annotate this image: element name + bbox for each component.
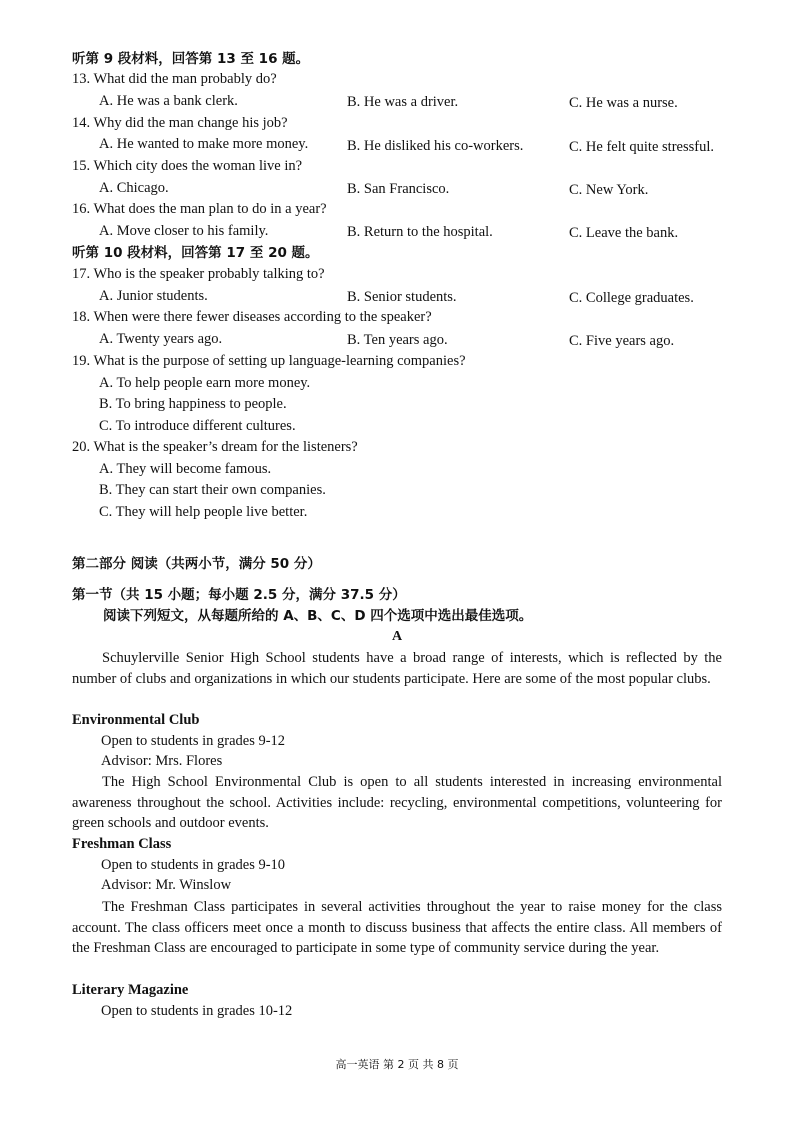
question-16-option-a: A. Move closer to his family. bbox=[99, 223, 269, 239]
passage-label: A bbox=[391, 629, 403, 644]
question-19-option-c: C. To introduce different cultures. bbox=[99, 418, 296, 434]
question-17-stem: 17. Who is the speaker probably talking to? bbox=[72, 266, 325, 282]
section-9-header: 听第 9 段材料，回答第 13 至 16 题。 bbox=[72, 51, 310, 67]
question-16-stem: 16. What does the man plan to do in a year? bbox=[72, 201, 327, 217]
reading-part-title: 第二部分 阅读（共两小节，满分 50 分） bbox=[72, 556, 321, 572]
question-20-option-a: A. They will become famous. bbox=[99, 461, 272, 477]
question-14-option-a: A. He wanted to make more money. bbox=[99, 136, 309, 152]
question-17-option-b: B. Senior students. bbox=[347, 289, 457, 305]
question-20-option-b: B. They can start their own companies. bbox=[99, 482, 326, 498]
literary-magazine-title: Literary Magazine bbox=[72, 982, 189, 998]
freshman-class-advisor: Advisor: Mr. Winslow bbox=[101, 877, 232, 893]
question-19-option-a: A. To help people earn more money. bbox=[99, 375, 311, 391]
question-14-stem: 14. Why did the man change his job? bbox=[72, 115, 288, 131]
environmental-club-grades: Open to students in grades 9-12 bbox=[101, 733, 286, 749]
question-18-option-a: A. Twenty years ago. bbox=[99, 331, 223, 347]
question-18-stem: 18. When were there fewer diseases according to the speaker? bbox=[72, 309, 432, 325]
reading-section-title: 第一节（共 15 小题；每小题 2.5 分，满分 37.5 分） bbox=[72, 587, 406, 603]
question-13-option-a: A. He was a bank clerk. bbox=[99, 93, 238, 109]
question-15-stem: 15. Which city does the woman live in? bbox=[72, 158, 303, 174]
question-19-stem: 19. What is the purpose of setting up language-learning companies? bbox=[72, 353, 466, 369]
question-13-option-b: B. He was a driver. bbox=[347, 94, 459, 110]
question-18-option-b: B. Ten years ago. bbox=[347, 332, 448, 348]
section-10-header: 听第 10 段材料，回答第 17 至 20 题。 bbox=[72, 245, 319, 261]
question-15-option-a: A. Chicago. bbox=[99, 180, 169, 196]
question-14-option-c: C. He felt quite stressful. bbox=[569, 139, 714, 155]
environmental-club-advisor: Advisor: Mrs. Flores bbox=[101, 753, 223, 769]
passage-intro: Schuylerville Senior High School students have a broad range of interests, which is reflected by the number of clubs and organizations in which our students participate. Here are some of the most popular clubs. bbox=[72, 650, 722, 687]
question-20-stem: 20. What is the speaker’s dream for the listeners? bbox=[72, 439, 358, 455]
environmental-club-description: The High School Environmental Club is open to all students interested in increasing environmental awareness throughout the school. Activities include: recycling, environmental competitions, volunteering for green schools and outdoor events. bbox=[72, 774, 722, 832]
freshman-class-description: The Freshman Class participates in several activities throughout the year to raise money for the class account. The class officers meet once a month to discuss business that affects the entire class. All members of the Freshman Class are encouraged to participate in some type of community service during the year. bbox=[72, 899, 722, 957]
freshman-class-grades: Open to students in grades 9-10 bbox=[101, 857, 286, 873]
environmental-club-title: Environmental Club bbox=[72, 712, 200, 728]
question-13-stem: 13. What did the man probably do? bbox=[72, 71, 277, 87]
question-19-option-b: B. To bring happiness to people. bbox=[99, 396, 287, 412]
freshman-class-title: Freshman Class bbox=[72, 836, 172, 852]
page-footer: 高一英语 第 2 页 共 8 页 bbox=[335, 1058, 459, 1071]
question-15-option-c: C. New York. bbox=[569, 182, 649, 198]
question-16-option-b: B. Return to the hospital. bbox=[347, 224, 493, 240]
literary-magazine-grades: Open to students in grades 10-12 bbox=[101, 1003, 293, 1019]
question-14-option-b: B. He disliked his co-workers. bbox=[347, 138, 524, 154]
question-20-option-c: C. They will help people live better. bbox=[99, 504, 308, 520]
question-16-option-c: C. Leave the bank. bbox=[569, 225, 679, 241]
question-15-option-b: B. San Francisco. bbox=[347, 181, 450, 197]
question-17-option-a: A. Junior students. bbox=[99, 288, 208, 304]
question-18-option-c: C. Five years ago. bbox=[569, 333, 675, 349]
reading-instruction: 阅读下列短文，从每题所给的 A、B、C、D 四个选项中选出最佳选项。 bbox=[103, 608, 533, 624]
question-17-option-c: C. College graduates. bbox=[569, 290, 694, 306]
question-13-option-c: C. He was a nurse. bbox=[569, 95, 678, 111]
